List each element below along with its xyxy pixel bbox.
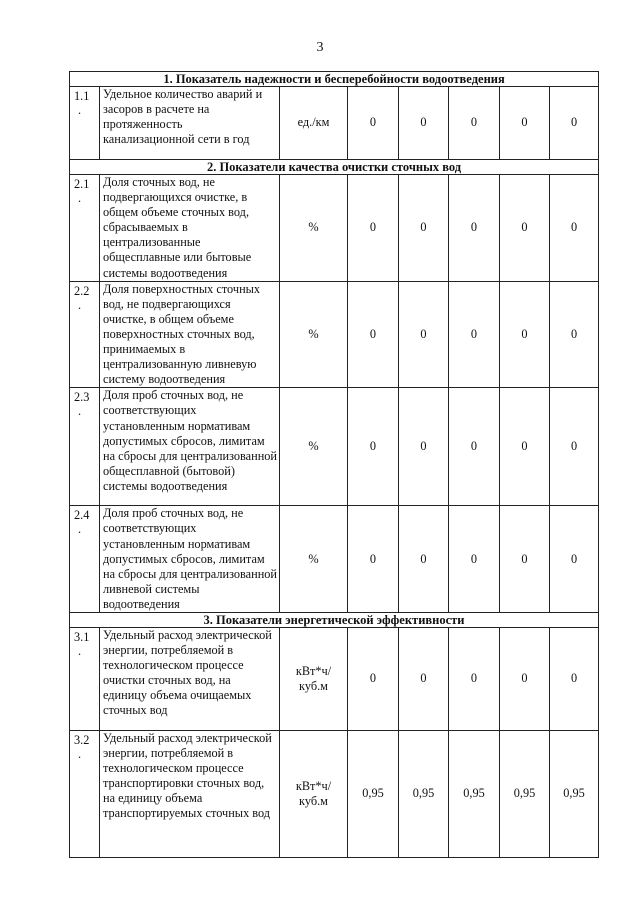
value-cell: 0 <box>449 281 500 388</box>
unit-cell: % <box>280 281 348 388</box>
row-number: 2.4 . <box>70 506 100 613</box>
value-cell: 0 <box>348 281 399 388</box>
table-row <box>70 388 599 506</box>
value-cell: 0 <box>550 388 599 506</box>
value-cell: 0 <box>449 87 500 160</box>
unit-cell: % <box>280 506 348 613</box>
value-cell: 0 <box>550 506 599 613</box>
table-row <box>70 730 599 857</box>
value-cell: 0 <box>500 388 550 506</box>
table-row <box>70 506 599 613</box>
page-number: 3 <box>316 40 324 55</box>
section-header-row <box>70 612 599 627</box>
value-cell: 0 <box>550 175 599 282</box>
value-cell: 0 <box>500 87 550 160</box>
indicator-name: Удельный расход электрической энергии, потребляемой в технологическом процессе очистки сточных вод, на единицу объема очищаемых сточных вод <box>100 627 280 730</box>
table-row <box>70 175 599 282</box>
indicator-name: Удельное количество аварий и засоров в расчете на протяженность канализационной сети в год <box>100 87 280 160</box>
unit-cell: % <box>280 175 348 282</box>
unit-cell: ед./км <box>280 87 348 160</box>
value-cell: 0 <box>550 281 599 388</box>
value-cell: 0 <box>348 627 399 730</box>
row-number: 2.3 . <box>70 388 100 506</box>
value-cell: 0 <box>449 506 500 613</box>
value-cell: 0,95 <box>449 730 500 857</box>
value-cell: 0 <box>500 506 550 613</box>
row-number: 2.1 . <box>70 175 100 282</box>
value-cell: 0 <box>399 388 449 506</box>
value-cell: 0 <box>348 87 399 160</box>
value-cell: 0,95 <box>348 730 399 857</box>
section-header-row <box>70 160 599 175</box>
value-cell: 0 <box>399 506 449 613</box>
table-row <box>70 627 599 730</box>
row-number: 3.2 . <box>70 730 100 857</box>
value-cell: 0 <box>399 175 449 282</box>
section-title: 1. Показатель надежности и бесперебойности водоотведения <box>70 72 599 87</box>
value-cell: 0 <box>550 87 599 160</box>
section-header-row <box>70 72 599 87</box>
row-number: 2.2 . <box>70 281 100 388</box>
value-cell: 0 <box>399 281 449 388</box>
value-cell: 0 <box>500 281 550 388</box>
section-title: 3. Показатели энергетической эффективности <box>70 612 599 627</box>
unit-cell: кВт*ч/ куб.м <box>280 730 348 857</box>
unit-cell: % <box>280 388 348 506</box>
indicator-name: Доля сточных вод, не подвергающихся очистке, в общем объеме сточных вод, сбрасываемых в централизованные общесплавные или бытовые системы водоотведения <box>100 175 280 282</box>
value-cell: 0,95 <box>550 730 599 857</box>
value-cell: 0 <box>399 627 449 730</box>
section-title: 2. Показатели качества очистки сточных вод <box>70 160 599 175</box>
value-cell: 0 <box>500 175 550 282</box>
indicator-name: Доля поверхностных сточных вод, не подвергающихся очистке, в общем объеме поверхностных сточных вод, принимаемых в централизованную ливневую систему водоотведения <box>100 281 280 388</box>
value-cell: 0 <box>500 627 550 730</box>
indicators-table <box>69 71 599 858</box>
value-cell: 0,95 <box>500 730 550 857</box>
value-cell: 0 <box>449 388 500 506</box>
value-cell: 0 <box>348 506 399 613</box>
value-cell: 0 <box>449 627 500 730</box>
value-cell: 0,95 <box>399 730 449 857</box>
row-number: 3.1 . <box>70 627 100 730</box>
indicator-name: Доля проб сточных вод, не соответствующих установленным нормативам допустимых сбросов, лимитам на сбросы для централизованной общесплавной (бытовой) системы водоотведения <box>100 388 280 506</box>
value-cell: 0 <box>399 87 449 160</box>
value-cell: 0 <box>348 175 399 282</box>
table-row <box>70 87 599 160</box>
unit-cell: кВт*ч/ куб.м <box>280 627 348 730</box>
value-cell: 0 <box>348 388 399 506</box>
table-row <box>70 281 599 388</box>
value-cell: 0 <box>550 627 599 730</box>
indicator-name: Удельный расход электрической энергии, потребляемой в технологическом процессе транспортировки сточных вод, на единицу объема транспортируемых сточных вод <box>100 730 280 857</box>
indicator-name: Доля проб сточных вод, не соответствующих установленным нормативам допустимых сбросов, лимитам на сбросы для централизованной ливневой системы водоотведения <box>100 506 280 613</box>
row-number: 1.1 . <box>70 87 100 160</box>
value-cell: 0 <box>449 175 500 282</box>
